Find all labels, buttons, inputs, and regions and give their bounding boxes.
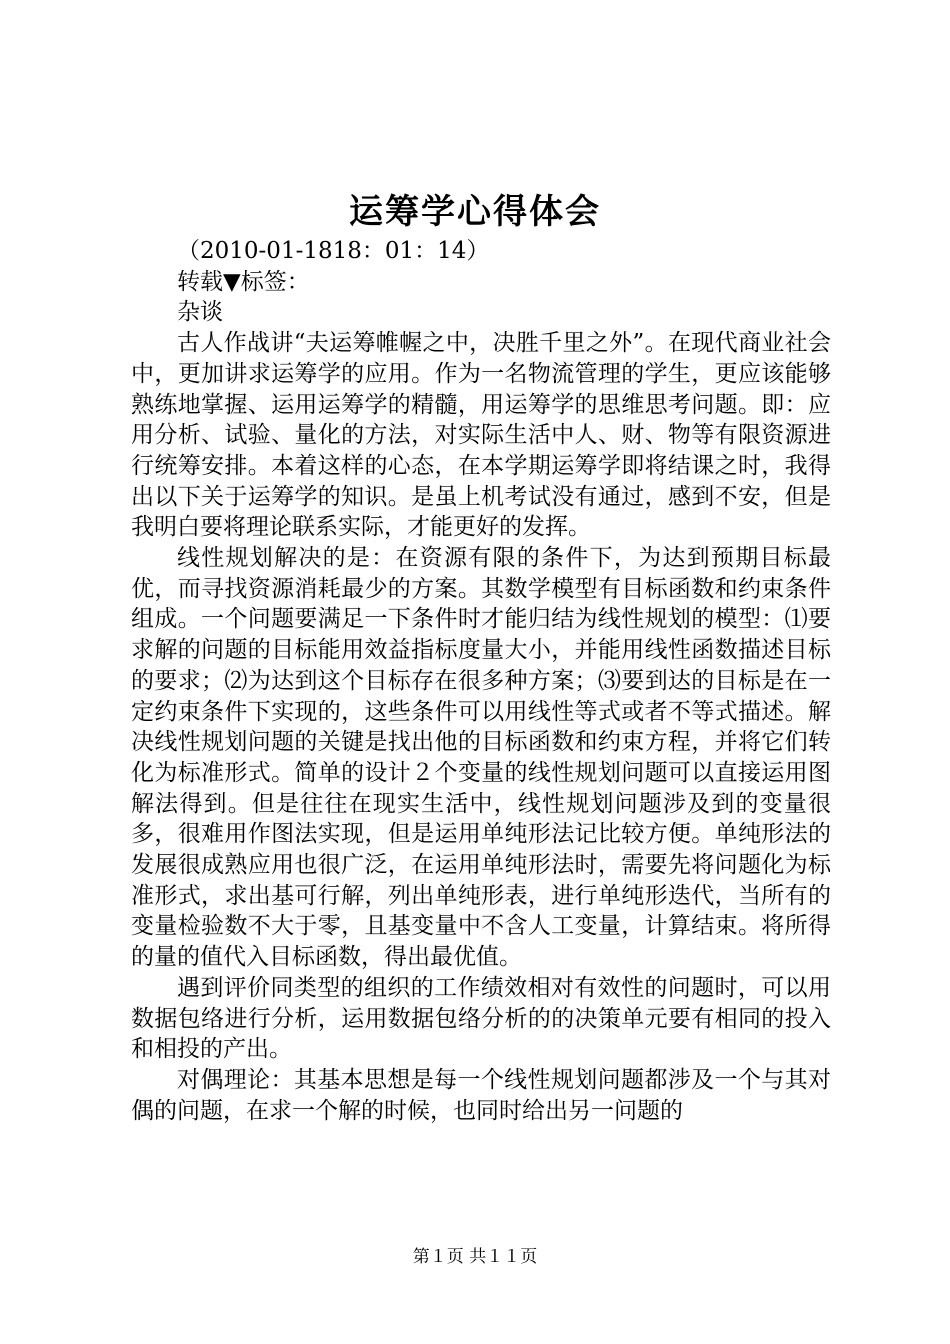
meta-category: 杂谈 — [177, 299, 223, 326]
page-footer: 第１页 共１１页 — [412, 1247, 538, 1267]
document-body — [131, 236, 831, 1126]
paragraph: 线性规划解决的是：在资源有限的条件下，为达到预期目标最优，而寻找资源消耗最少的方案。其数学模型有目标函数和约束条件组成。一个问题要满足一下条件时才能归结为线性规划的模型：⑴要求解的问题的目标能用效益指标度量大小，并能用线性函数描述目标的要求；⑵为达到这个目标存在很多种方案；⑶要到达的目标是在一定约束条件下实现的，这些条件可以用线性等式或者不等式描述。解决线性规划问题的关键是找出他的目标函数和约束方程，并将它们转化为标准形式。简单的设计２个变量的线性规划问题可以直接运用图解法得到。但是往往在现实生活中，线性规划问题涉及到的变量很多，很难用作图法实现，但是运用单纯形法记比较方便。单纯形法的发展很成熟应用也很广泛，在运用单纯形法时，需要先将问题化为标准形式，求出基可行解，列出单纯形表，进行单纯形迭代，当所有的变量检验数不大于零，且基变量中不含人工变量，计算结束。将所得的量的值代入目标函数，得出最优值。 — [131, 545, 831, 971]
paragraph: 古人作战讲“夫运筹帷幄之中，决胜千里之外”。在现代商业社会中，更加讲求运筹学的应用。作为一名物流管理的学生，更应该能够熟练地掌握、运用运筹学的精髓，用运筹学的思维思考问题。即：应用分析、试验、量化的方法，对实际生活中人、财、物等有限资源进行统筹安排。本着这样的心态，在本学期运筹学即将结课之时，我得出以下关于运筹学的知识。是虽上机考试没有通过，感到不安，但是我明白要将理论联系实际，才能更好的发挥。 — [131, 330, 831, 541]
meta-tags: 转载▼标签： — [177, 268, 310, 295]
meta-date: （2010-01-1818：01：14） — [177, 238, 490, 264]
paragraph: 对偶理论：其基本思想是每一个线性规划问题都涉及一个与其对偶的问题，在求一个解的时候，也同时给出另一问题的 — [131, 1066, 831, 1124]
paragraph: 遇到评价同类型的组织的工作绩效相对有效性的问题时，可以用数据包络进行分析，运用数据包络分析的的决策单元要有相同的投入和相投的产出。 — [131, 974, 831, 1063]
document-title: 运筹学心得体会 — [349, 192, 601, 232]
